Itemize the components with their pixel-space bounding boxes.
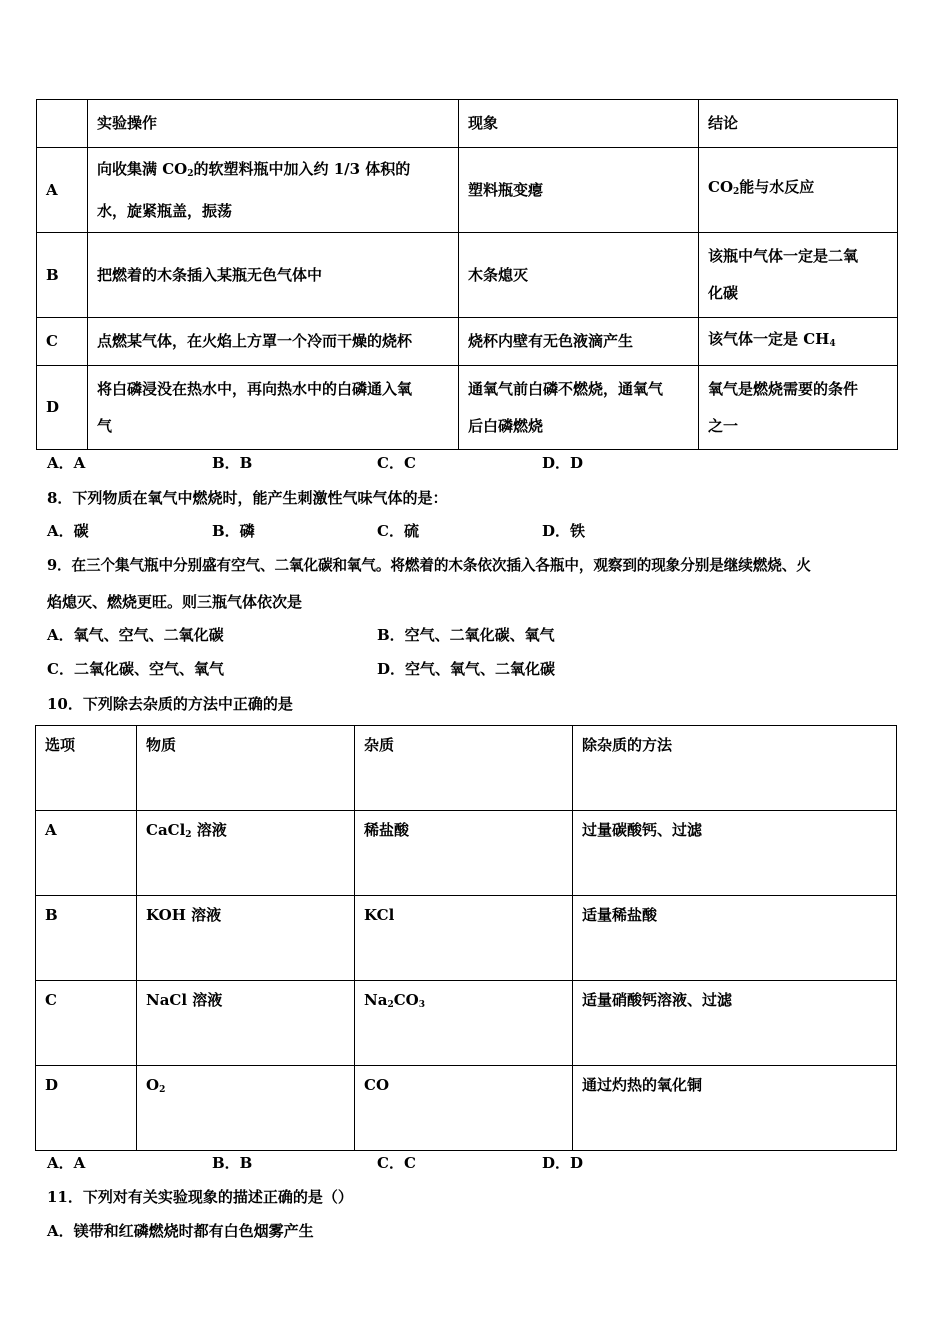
table-header-cell: 现象 bbox=[459, 100, 699, 148]
option-b[interactable]: B．B bbox=[212, 1154, 253, 1172]
option-b[interactable]: B．磷 bbox=[212, 522, 255, 540]
table-header-cell: 杂质 bbox=[355, 726, 573, 811]
option-d[interactable]: D．D bbox=[542, 1154, 584, 1172]
option-c[interactable]: C．C bbox=[377, 1154, 416, 1172]
table-row: B KOH 溶液 KCl 适量稀盐酸 bbox=[36, 896, 897, 981]
table-header-cell: 结论 bbox=[699, 100, 898, 148]
option-a[interactable]: A．碳 bbox=[47, 522, 89, 540]
table-header-cell: 选项 bbox=[36, 726, 137, 811]
q9-stem-line2: 焰熄灭、燃烧更旺。则三瓶气体依次是 bbox=[47, 593, 303, 611]
table-row: C 点燃某气体，在火焰上方罩一个冷而干燥的烧杯 烧杯内壁有无色液滴产生 该气体一定是 $CH_4$ bbox=[37, 318, 898, 366]
option-d[interactable]: D．空气、氧气、二氧化碳 bbox=[377, 660, 556, 678]
q9-stem-line1: 9．在三个集气瓶中分别盛有空气、二氧化碳和氧气。将燃着的木条依次插入各瓶中，观察到的现象分别是继续燃烧、火 bbox=[47, 557, 811, 574]
table-row: B 把燃着的木条插入某瓶无色气体中 木条熄灭 该瓶中气体一定是二氧 化碳 bbox=[37, 233, 898, 318]
option-d[interactable]: D．铁 bbox=[542, 522, 586, 540]
table-header-cell bbox=[37, 100, 88, 148]
option-a[interactable]: A．A bbox=[47, 1154, 86, 1172]
table-row: C NaCl 溶液 $Na_2CO_3$ 适量硝酸钙溶液、过滤 bbox=[36, 981, 897, 1066]
option-a[interactable]: A．氧气、空气、二氧化碳 bbox=[47, 626, 224, 644]
q8-stem: 8．下列物质在氧气中燃烧时，能产生刺激性气味气体的是： bbox=[47, 489, 448, 507]
table-row: A 向收集满 $CO_2$的软塑料瓶中加入约 1/3 体积的 水，旋紧瓶盖，振荡 塑料瓶变瘪 $CO_2$能与水反应 bbox=[37, 148, 898, 233]
option-d[interactable]: D．D bbox=[542, 454, 584, 472]
option-b[interactable]: B．B bbox=[212, 454, 253, 472]
option-a[interactable]: A．A bbox=[47, 454, 86, 472]
q11-stem: 11．下列对有关实验现象的描述正确的是（） bbox=[47, 1188, 353, 1206]
table-row: D 将白磷浸没在热水中，再向热水中的白磷通入氧 气 通氧气前白磷不燃烧，通氧气 后白磷燃烧 氧气是燃烧需要的条件 之一 bbox=[37, 366, 898, 450]
experiment-table bbox=[36, 99, 898, 450]
option-c[interactable]: C．C bbox=[377, 454, 416, 472]
table-row: A CaCl$_2$ 溶液 稀盐酸 过量碳酸钙、过滤 bbox=[36, 811, 897, 896]
table-header-cell: 除杂质的方法 bbox=[573, 726, 897, 811]
table-header-cell: 物质 bbox=[137, 726, 355, 811]
q10-stem: 10．下列除去杂质的方法中正确的是 bbox=[47, 695, 293, 713]
option-c[interactable]: C．硫 bbox=[377, 522, 419, 540]
table-header-cell: 实验操作 bbox=[88, 100, 459, 148]
table-row: D $O_2$ CO 通过灼热的氧化铜 bbox=[36, 1066, 897, 1151]
option-b[interactable]: B．空气、二氧化碳、氧气 bbox=[377, 626, 555, 644]
impurity-table bbox=[35, 725, 897, 1151]
q11-option-a[interactable]: A．镁带和红磷燃烧时都有白色烟雾产生 bbox=[47, 1222, 314, 1240]
option-c[interactable]: C．二氧化碳、空气、氧气 bbox=[47, 660, 224, 678]
